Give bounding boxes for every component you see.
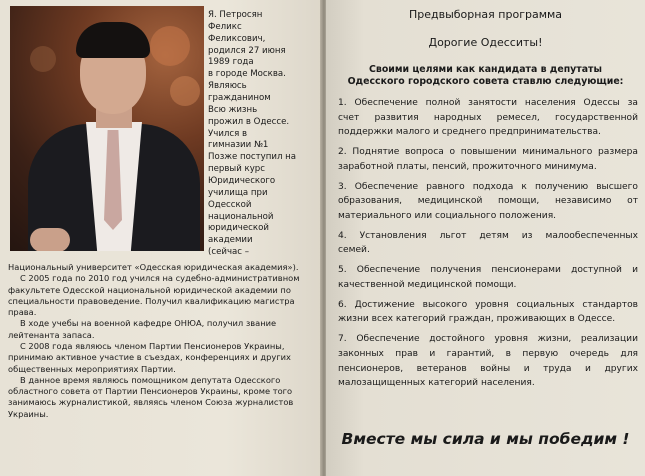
program-intro — [326, 64, 645, 88]
bio-line: Позже поступил на — [208, 152, 297, 163]
program-item — [338, 145, 638, 174]
program-item-line: заработной платы, пенсий, прожиточного минимума. — [338, 161, 597, 172]
bio-line: юридической — [208, 223, 269, 234]
candidate-photo — [10, 6, 204, 251]
intro-line: Одесского городского совета ставлю следующие: — [347, 76, 624, 88]
bio-line: Одесской — [208, 199, 252, 210]
program-item-line: 2. Поднятие вопроса о повышении минимального размера — [338, 147, 638, 158]
program-item-line: семей. — [338, 245, 370, 256]
program-item — [338, 263, 638, 292]
program-item-line: 7. Обеспечение достойного уровня жизни, реализации — [338, 334, 638, 345]
greeting: Дорогие Одесситы! — [428, 36, 543, 49]
program-item-line: пенсионеров, ветеранов войны и труда и других — [338, 363, 638, 374]
program-item-line: образования, медицинской помощи, независимо от — [338, 196, 638, 207]
program-item-line: малозащищенных категорий населения. — [338, 378, 535, 389]
slogan: Вместе мы сила и мы победим ! — [341, 430, 630, 448]
biography-text — [8, 262, 314, 420]
program-item-line: поддержки малого и среднего предпринимательства. — [338, 127, 601, 138]
program-item — [338, 180, 638, 224]
bio-line: Являюсь — [208, 81, 247, 92]
program-item-line: 4. Установления льгот детям из малообеспеченных — [338, 230, 638, 241]
intro-line: Своими целями как кандидата в депутаты — [369, 64, 602, 75]
bio-line: гимназии №1 — [208, 140, 269, 151]
program-item-line: 3. Обеспечение равного подхода к получению высшего — [338, 181, 638, 192]
bio-line: Я. Петросян — [208, 10, 263, 20]
right-page — [326, 0, 645, 476]
bio-line: прожил в Одессе. — [208, 116, 290, 127]
bio-block — [208, 10, 318, 259]
bio-line: (сейчас – — [208, 247, 250, 258]
program-item — [338, 332, 638, 391]
program-item — [338, 96, 638, 140]
biography-paragraph: С 2008 года являюсь членом Партии Пенсионеров Украины, принимаю активное участие в съездах, конференциях и других общественных мероприятиях Партии. — [8, 340, 291, 374]
bio-line: первый курс — [208, 164, 265, 175]
program-item — [338, 298, 638, 327]
program-item-line: счет развития народных ремесел, государственной — [338, 112, 638, 123]
bio-line: Учился в — [208, 128, 248, 139]
program-item-line: материального или социального положения. — [338, 211, 557, 222]
program-item-line: качественной медицинской помощи. — [338, 279, 517, 290]
bio-line: Феликсович, — [208, 33, 266, 44]
bio-line: родился 27 июня — [208, 45, 286, 56]
bio-line: национальной — [208, 211, 274, 222]
biography-paragraph: Национальный университет «Одесская юридическая академия»). — [8, 262, 299, 272]
bio-line: училища при — [208, 187, 268, 198]
bio-line: в городе Москва. — [208, 69, 286, 80]
bio-line: гражданином — [208, 93, 271, 104]
program-item — [338, 229, 638, 258]
bio-line: Всю жизнь — [208, 104, 258, 115]
left-page — [0, 0, 322, 476]
program-title: Предвыборная программа — [408, 8, 563, 21]
program-item-line: законных прав и гарантий, в первую очередь для — [338, 348, 638, 359]
program-item-line: 1. Обеспечение полной занятости населения Одессы за — [338, 98, 638, 108]
bio-line: Юридического — [208, 176, 276, 187]
program-item-line: жизни всех категорий граждан, проживающих в Одессе. — [338, 314, 616, 325]
program-list — [338, 96, 638, 396]
bio-line: Феликс — [208, 21, 242, 32]
biography-paragraph: С 2005 года по 2010 год учился на судебно-административном факультете Одесской национальной юридической академии по специальности правоведение. Получил квалификацию магистра права. — [8, 273, 300, 318]
bio-line: 1989 года — [208, 57, 254, 68]
bio-line: академии — [208, 235, 253, 246]
biography-paragraph: В данное время являюсь помощником депутата Одесского областного совета от Партии Пенсионеров Украины, кроме того занимаюсь журналистикой, являясь членом Союза журналистов Украины. — [8, 374, 294, 419]
program-item-line: 5. Обеспечение получения пенсионерами доступной и — [338, 265, 638, 276]
program-item-line: 6. Достижение высокого уровня социальных стандартов — [338, 299, 638, 310]
biography-paragraph: В ходе учебы на военной кафедре ОНЮА, получил звание лейтенанта запаса. — [8, 318, 277, 340]
